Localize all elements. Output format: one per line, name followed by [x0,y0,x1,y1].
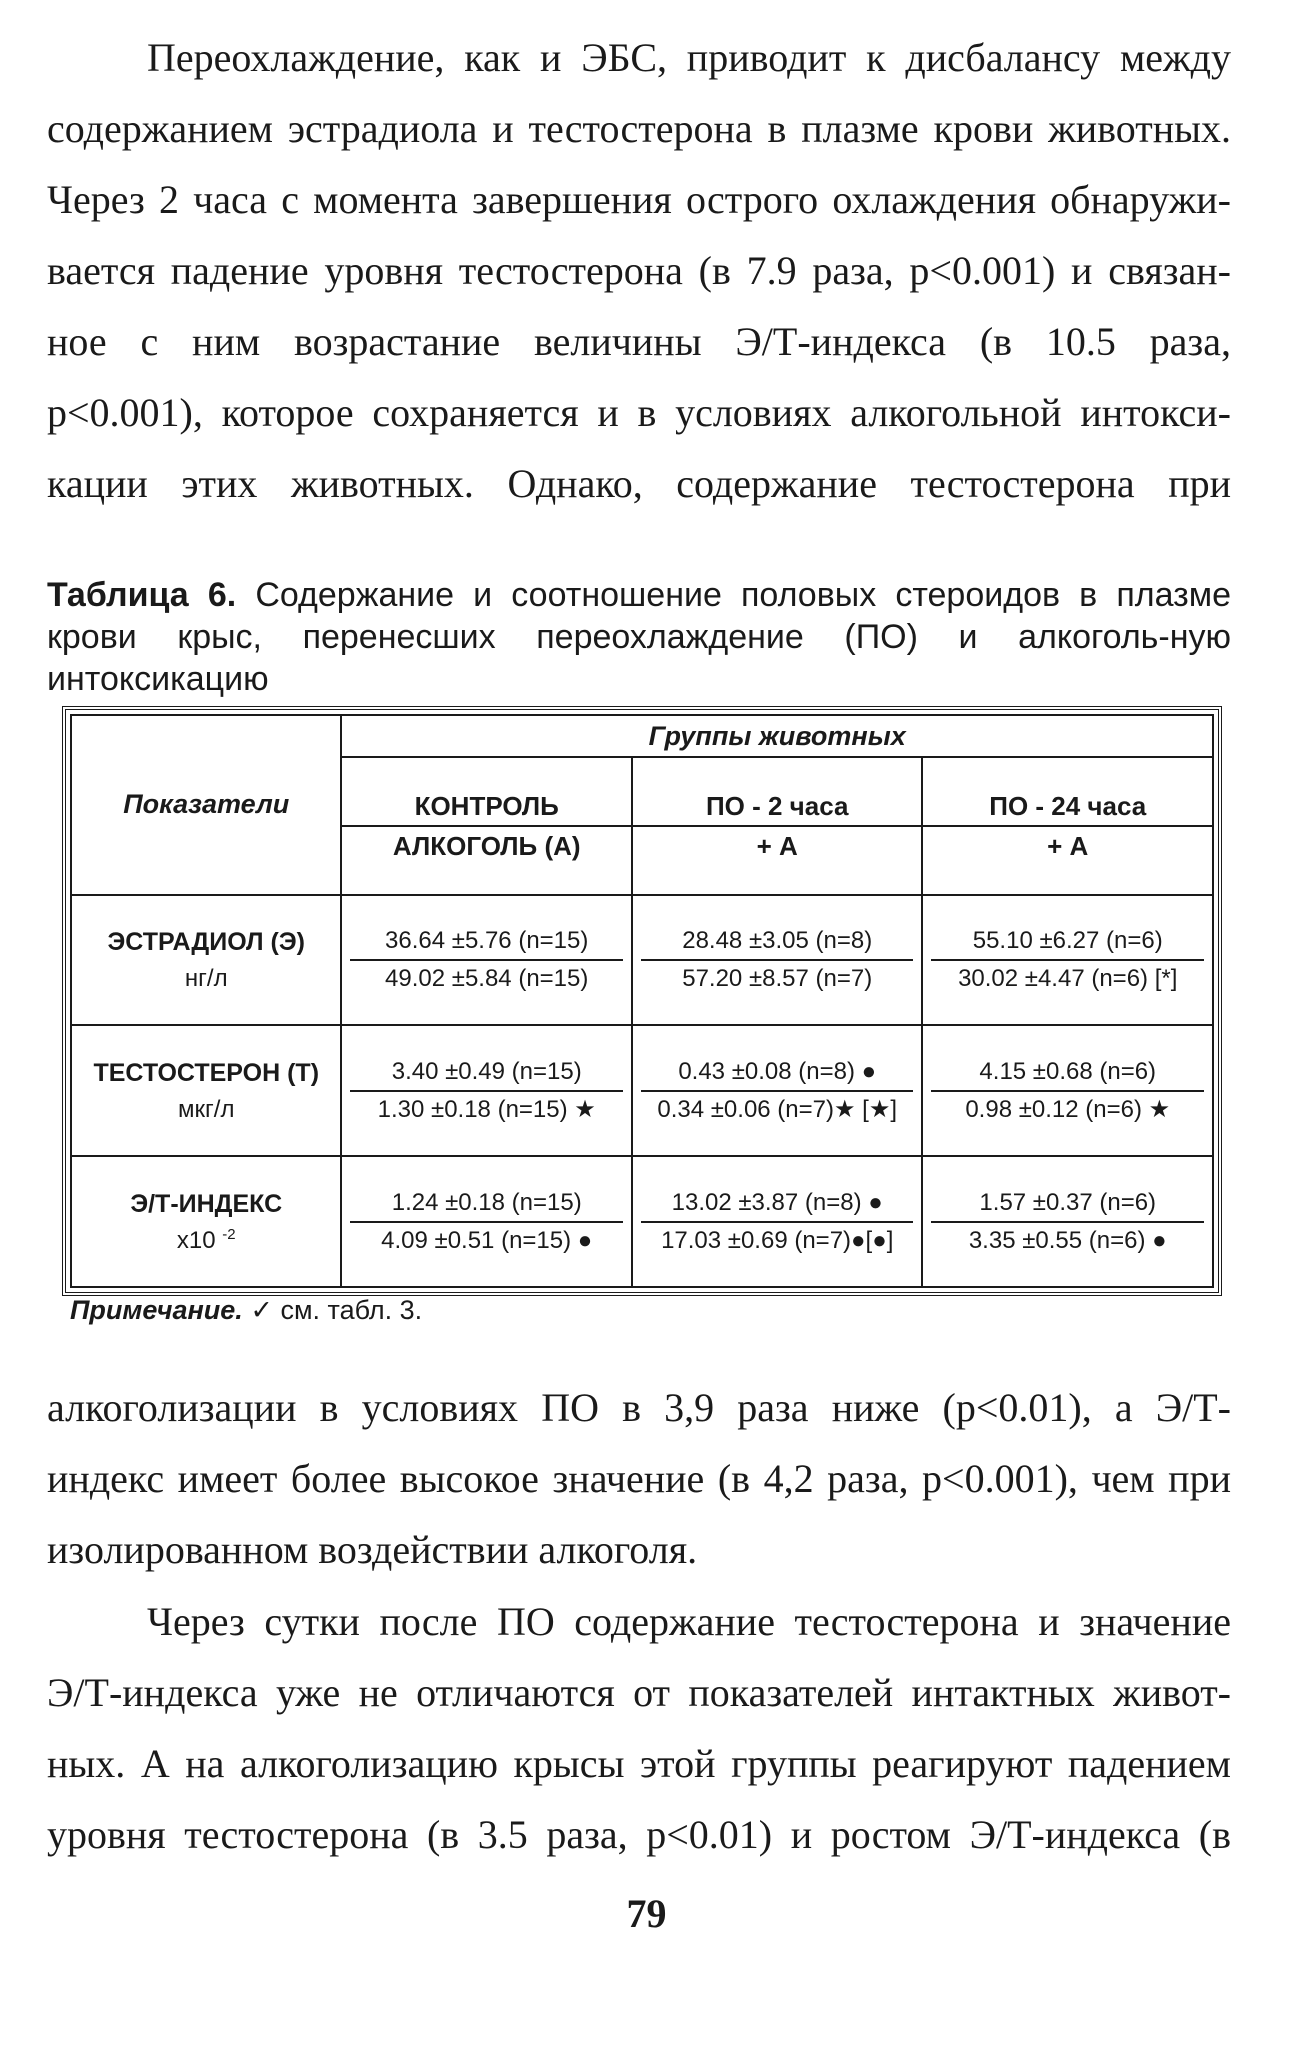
cell-value-bottom: 3.35 ±0.55 (n=6) ● [968,1226,1167,1254]
param-name: Э/Т-ИНДЕКС [130,1189,283,1218]
param-unit: x10 $^{-2}$ [176,1225,236,1254]
table-cell [341,1156,632,1287]
table-cell [632,1025,923,1156]
cell-value-top: 3.40 ±0.49 (n=15) [350,1054,623,1092]
column-header [632,757,923,895]
table-row [71,895,1213,1026]
table-row [71,1025,1213,1156]
text-line: уровня тестостерона (в 3.5 раза, p<0.01) и ростом Э/Т-индекса (в [47,1812,1231,1857]
text-line: алкоголизации в условиях ПО в 3,9 раза ниже (p<0.01), а Э/Т- [47,1385,1231,1430]
text-line: Через сутки после ПО содержание тестостерона и значение [147,1599,1231,1644]
cell-value-top: 28.48 ±3.05 (n=8) [641,923,914,961]
table-cell [922,895,1213,1026]
data-table [70,714,1214,1288]
column-header-top: ПО - 2 часа [705,790,849,821]
text-line: Э/Т-индекса уже не отличаются от показателей интактных живот- [47,1670,1231,1715]
table-cell [632,895,923,1026]
page-number: 79 [626,1891,667,1936]
row-label [71,1025,341,1156]
row-label [71,895,341,1026]
note-text: ✓ см. табл. 3. [250,1295,423,1325]
column-header-bottom: АЛКОГОЛЬ (А) [342,825,631,865]
table-row [71,1156,1213,1287]
paragraph-3 [47,1586,1231,1870]
cell-value-bottom: 4.09 ±0.51 (n=15) ● [381,1226,593,1254]
param-name: ТЕСТОСТЕРОН (Т) [93,1058,320,1087]
paragraph-2 [47,1372,1231,1585]
text-line: изолированном воздействии алкоголя. [47,1527,698,1572]
table-caption [47,574,1231,700]
column-header [922,757,1213,895]
cell-value-top: 4.15 ±0.68 (n=6) [931,1054,1204,1092]
column-header-bottom: + А [923,825,1212,865]
cell-value-bottom: 0.34 ±0.06 (n=7)★ [★] [657,1095,898,1123]
text-line: Переохлаждение, как и ЭБС, приводит к дисбалансу между [147,35,1231,80]
param-name: ЭСТРАДИОЛ (Э) [107,928,305,957]
text-line: ных. А на алкоголизацию крысы этой группы реагируют падением [47,1741,1231,1786]
cell-value-bottom: 0.98 ±0.12 (n=6) ★ [965,1095,1171,1123]
cell-value-top: 13.02 ±3.87 (n=8) ● [641,1185,914,1223]
text-line: содержанием эстрадиола и тестостерона в плазме крови животных. [47,106,1231,151]
note-label: Примечание. [70,1295,243,1325]
paragraph-1 [47,22,1231,519]
param-unit: нг/л [184,965,228,993]
text-line: ное с ним возрастание величины Э/Т-индекса (в 10.5 раза, [47,319,1231,364]
groups-header: Группы животных [341,715,1213,757]
table-cell [341,895,632,1026]
cell-value-top: 1.57 ±0.37 (n=6) [931,1185,1204,1223]
column-header-top: КОНТРОЛЬ [414,790,559,821]
table-caption-label: Таблица 6. [47,576,237,614]
param-unit: мкг/л [178,1095,235,1123]
cell-value-top: 55.10 ±6.27 (n=6) [931,923,1204,961]
column-header-top: ПО - 24 часа [989,790,1147,821]
cell-value-top: 1.24 ±0.18 (n=15) [350,1185,623,1223]
cell-value-top: 36.64 ±5.76 (n=15) [350,923,623,961]
cell-value-bottom: 1.30 ±0.18 (n=15) ★ [377,1095,596,1123]
text-line: вается падение уровня тестостерона (в 7.9 раза, p<0.001) и связан- [47,248,1231,293]
text-line: кации этих животных. Однако, содержание тестостерона при [47,461,1231,506]
cell-value-top: 0.43 ±0.08 (n=8) ● [641,1054,914,1092]
text-line: Через 2 часа с момента завершения острого охлаждения обнаружи- [47,177,1231,222]
table-note [70,1293,422,1327]
cell-value-bottom: 57.20 ±8.57 (n=7) [682,965,873,993]
column-header [341,757,632,895]
table-caption-text: Содержание и соотношение половых стероидов в плазме крови крыс, перенесших переохлаждение (ПО) и алкоголь-ную интоксикацию [47,576,1232,698]
table-cell [922,1156,1213,1287]
table-cell [922,1025,1213,1156]
cell-value-bottom: 30.02 ±4.47 (n=6) [*] [958,965,1178,993]
cell-value-bottom: 17.03 ±0.69 (n=7)●[●] [661,1226,894,1254]
param-header: Показатели [71,715,341,895]
text-line: индекс имеет более высокое значение (в 4,2 раза, p<0.001), чем при [47,1456,1231,1501]
text-line: p<0.001), которое сохраняется и в условиях алкогольной интокси- [47,390,1231,435]
table-frame [62,706,1222,1296]
cell-value-bottom: 49.02 ±5.84 (n=15) [385,965,589,993]
column-header-bottom: + А [633,825,922,865]
table-cell [341,1025,632,1156]
table-cell [632,1156,923,1287]
row-label [71,1156,341,1287]
